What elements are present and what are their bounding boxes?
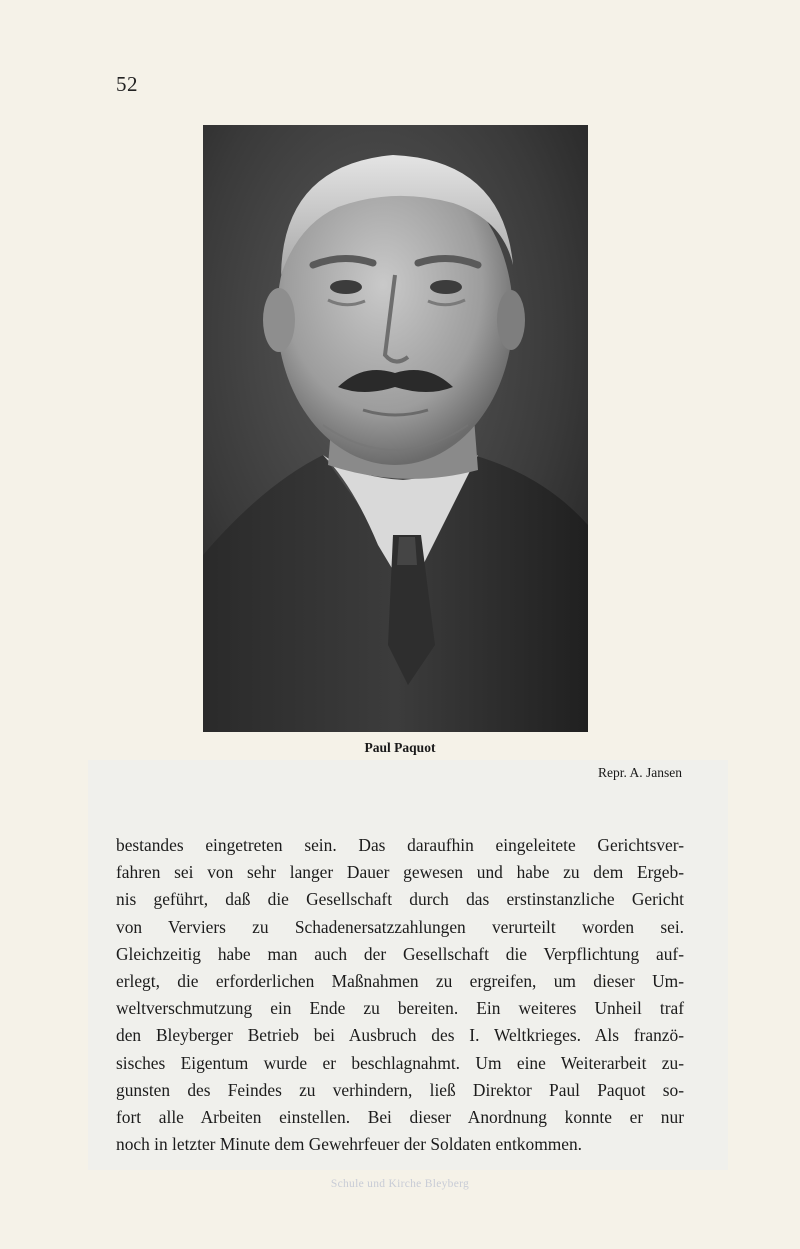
text-line: fahren sei von sehr langer Dauer gewesen und habe zu dem Ergeb-	[116, 862, 684, 883]
faint-footer-text: Schule und Kirche Bleyberg	[330, 1178, 470, 1190]
photo-credit: Repr. A. Jansen	[598, 765, 682, 780]
text-line: erlegt, die erforderlichen Maßnahmen zu ergreifen, um dieser Um-	[116, 971, 684, 992]
text-line: bestandes eingetreten sein. Das daraufhin eingeleitete Gerichtsver-	[116, 835, 684, 855]
photo-caption: Paul Paquot	[364, 740, 436, 755]
portrait-image	[203, 125, 588, 732]
text-line: Gleichzeitig habe man auch der Gesellschaft die Verpflichtung auf-	[116, 943, 684, 964]
text-line: nis geführt, daß die Gesellschaft durch das erstinstanzliche Gericht	[116, 889, 684, 910]
text-line: fort alle Arbeiten einstellen. Bei dieser Anordnung konnte er nur	[116, 1107, 684, 1128]
text-line: noch in letzter Minute dem Gewehrfeuer der Soldaten entkommen.	[116, 1134, 583, 1155]
text-line: gunsten des Feindes zu verhindern, ließ Direktor Paul Paquot so-	[116, 1079, 684, 1100]
text-line: sisches Eigentum wurde er beschlagnahmt. Um eine Weiterarbeit zu-	[116, 1052, 684, 1073]
body-paragraph	[116, 832, 684, 1158]
portrait-photo	[203, 125, 588, 732]
text-line: den Bleyberger Betrieb bei Ausbruch des I. Weltkrieges. Als franzö-	[116, 1025, 684, 1046]
text-line: von Verviers zu Schadenersatzzahlungen verurteilt worden sei.	[116, 916, 684, 937]
text-line: weltverschmutzung ein Ende zu bereiten. Ein weiteres Unheil traf	[116, 998, 684, 1019]
page-number: 52	[116, 72, 138, 96]
